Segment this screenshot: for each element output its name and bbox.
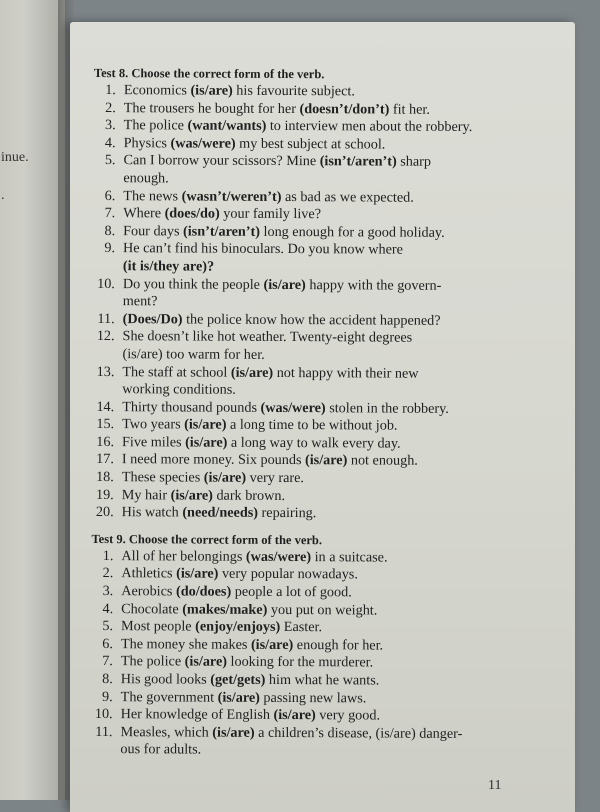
item-text: enough.: [123, 170, 169, 187]
item-number: 10.: [97, 275, 115, 292]
item-text: Four days: [123, 222, 184, 240]
item-continuation: [123, 293, 563, 313]
item-line: [121, 654, 561, 674]
item-line: [123, 205, 563, 225]
item-text: your family live?: [219, 205, 322, 223]
item-line: [122, 487, 562, 507]
item-text: working conditions.: [122, 381, 236, 398]
item-line: [123, 311, 563, 331]
item-options: (do/does): [175, 583, 232, 600]
item-options: (was/were): [260, 399, 326, 416]
item-line: [123, 276, 563, 296]
item-options: (doesn’t/don’t): [299, 100, 390, 118]
item-options: (is/are): [176, 565, 219, 583]
item-line: [124, 117, 564, 137]
item-line: [124, 82, 564, 102]
item-line: [121, 636, 561, 656]
item-number: 11.: [95, 723, 113, 740]
exercise-item: [92, 504, 562, 524]
item-continuation: [122, 346, 562, 366]
item-text: a long time to be without job.: [226, 416, 398, 434]
item-line: [124, 100, 564, 120]
item-text: ment?: [122, 293, 158, 310]
item-text: The police: [123, 117, 188, 134]
item-options: (is/are): [212, 724, 255, 741]
item-number: 6.: [102, 635, 114, 652]
item-line: [122, 504, 562, 524]
item-text: His good looks: [120, 671, 211, 688]
item-line: [123, 223, 563, 243]
left-page-fragment: .: [1, 188, 5, 203]
item-text: to interview men about the robbery.: [266, 118, 473, 136]
item-number: 2.: [105, 99, 116, 116]
item-text: very popular nowadays.: [218, 566, 358, 583]
item-text: Do you think the people: [122, 275, 264, 293]
item-line: [121, 548, 561, 568]
item-text: Measles, which: [120, 723, 213, 741]
item-number: 4.: [104, 134, 116, 151]
item-text: The police: [120, 653, 185, 670]
test-8-heading: Test 8. Choose the correct form of the verb.: [93, 65, 325, 82]
item-line: [121, 706, 561, 726]
exercise-item: [92, 328, 562, 366]
item-line: [121, 618, 561, 638]
item-number: 19.: [95, 486, 114, 503]
item-text: Her knowledge of English: [120, 706, 274, 724]
item-number: 17.: [96, 451, 114, 468]
item-text: These species: [121, 469, 204, 486]
item-text: fit her.: [389, 101, 430, 118]
item-text: a long way to walk every day.: [227, 434, 401, 452]
item-text: in a suitcase.: [311, 548, 388, 566]
item-number: 8.: [102, 671, 113, 688]
item-text: The money she makes: [120, 635, 252, 653]
item-line: [123, 153, 563, 173]
item-continuation: [120, 742, 560, 762]
item-line: [122, 416, 562, 436]
item-text: She doesn’t like hot weather. Twenty-eight degrees: [122, 328, 413, 346]
item-number: 7.: [104, 205, 116, 222]
page-number: 11: [488, 778, 502, 793]
item-options: (is/are): [184, 416, 227, 433]
item-line: [122, 452, 562, 472]
left-page-fragment: inue.: [1, 150, 29, 165]
item-options: (does/do): [164, 205, 220, 222]
item-text: enough for her.: [293, 636, 384, 654]
item-line: [122, 469, 562, 489]
item-options: (want/wants): [187, 117, 267, 135]
item-text: happy with the govern-: [305, 276, 442, 294]
item-options: (need/needs): [182, 504, 259, 522]
item-text: Aerobics: [121, 583, 177, 600]
item-options: (it is/they are)?: [122, 258, 215, 275]
item-options: (get/gets): [210, 671, 266, 688]
page-content: [90, 65, 564, 761]
item-line: [122, 399, 562, 419]
item-line: [123, 328, 563, 348]
item-text: passing new laws.: [259, 689, 367, 707]
item-text: I need more money. Six pounds: [121, 451, 306, 469]
item-number: 2.: [102, 565, 114, 582]
item-number: 1.: [102, 547, 114, 564]
exercise-item: [93, 240, 563, 278]
item-options: (was/were): [170, 135, 236, 152]
item-text: Five miles: [121, 434, 186, 451]
item-text: Where: [123, 205, 165, 222]
item-text: Economics: [123, 82, 191, 99]
item-text: sharp: [396, 153, 432, 171]
item-options: (is/are): [273, 707, 316, 724]
test-9-heading: Test 9. Choose the correct form of the verb.: [91, 531, 323, 548]
item-number: 10.: [94, 706, 113, 723]
item-number: 18.: [96, 469, 114, 486]
item-number: 14.: [96, 398, 115, 415]
item-line: [123, 240, 563, 260]
item-text: long enough for a good holiday.: [259, 223, 445, 241]
item-line: [121, 583, 561, 603]
item-text: The staff at school: [122, 363, 231, 381]
item-text: His watch: [121, 504, 183, 521]
item-text: Can I borrow your scissors? Mine: [123, 152, 320, 170]
item-line: [122, 434, 562, 454]
item-number: 20.: [95, 504, 114, 521]
item-continuation: [123, 258, 563, 278]
item-text: Chocolate: [121, 600, 183, 618]
test-8-list: [92, 82, 564, 524]
item-line: [122, 364, 562, 384]
item-text: him what he wants.: [265, 671, 380, 689]
item-text: dark brown.: [212, 487, 286, 504]
item-continuation: [123, 170, 563, 190]
item-options: (is/are): [190, 82, 233, 99]
item-options: (is/are): [250, 636, 294, 653]
item-text: repairing.: [257, 505, 317, 522]
item-options: (is/are): [217, 689, 260, 706]
item-number: 11.: [97, 310, 115, 327]
left-page-edge: [0, 0, 65, 800]
test-9-section: [90, 531, 561, 762]
item-number: 15.: [96, 416, 115, 433]
item-options: (is/are): [185, 434, 228, 451]
item-line: [121, 689, 561, 709]
item-text: you put on weight.: [267, 601, 378, 619]
item-number: 9.: [102, 688, 113, 705]
item-options: (enjoy/enjoys): [195, 618, 281, 636]
item-text: Easter.: [280, 619, 323, 636]
item-text: My hair: [121, 486, 171, 504]
item-number: 12.: [96, 328, 115, 345]
item-text: The trousers he bought for her: [123, 99, 300, 117]
item-number: 16.: [96, 433, 115, 450]
item-text: The news: [123, 187, 182, 205]
item-text: looking for the murderer.: [226, 654, 374, 671]
item-text: Physics: [123, 134, 171, 152]
item-options: (makes/make): [182, 601, 268, 618]
item-options: (is/are): [263, 276, 306, 293]
item-text: He can’t find his binoculars. Do you know where: [122, 240, 403, 258]
item-text: ous for adults.: [120, 741, 202, 758]
item-number: 9.: [104, 240, 116, 257]
item-text: as bad as we expected.: [281, 188, 414, 206]
item-options: (Does/Do): [122, 310, 183, 328]
item-text: All of her belongings: [121, 547, 246, 565]
item-line: [121, 601, 561, 621]
item-number: 1.: [105, 82, 116, 99]
item-text: a children’s disease, (is/are) danger-: [254, 724, 463, 742]
book-page: [70, 22, 575, 812]
item-text: not happy with their new: [273, 364, 419, 382]
item-number: 3.: [102, 583, 114, 600]
item-text: The government: [120, 688, 218, 706]
item-continuation: [122, 381, 562, 401]
item-line: [121, 671, 561, 691]
item-text: not enough.: [347, 452, 418, 470]
item-text: Most people: [121, 618, 196, 635]
item-line: [124, 135, 564, 155]
item-line: [123, 188, 563, 208]
item-options: (is/are): [203, 469, 247, 486]
exercise-item: [93, 276, 563, 314]
item-text: (is/are) too warm for her.: [122, 346, 265, 363]
item-options: (is/are): [230, 364, 274, 381]
item-text: stolen in the robbery.: [325, 399, 449, 417]
item-options: (wasn’t/weren’t): [181, 188, 282, 205]
item-number: 4.: [102, 600, 114, 617]
item-options: (is/are): [304, 452, 348, 469]
item-text: Thirty thousand pounds: [122, 398, 261, 416]
item-number: 5.: [104, 152, 116, 169]
item-number: 13.: [96, 363, 115, 380]
item-text: Two years: [122, 416, 185, 433]
item-text: very rare.: [246, 469, 305, 487]
item-line: [120, 724, 560, 744]
item-text: very good.: [315, 707, 381, 724]
item-options: (is/are): [184, 653, 228, 671]
item-options: (isn’t/aren’t): [182, 223, 261, 240]
item-text: my best subject at school.: [235, 135, 386, 153]
item-text: Athletics: [121, 565, 177, 582]
item-text: his favourite subject.: [232, 82, 355, 100]
item-number: 7.: [102, 653, 113, 670]
exercise-item: [90, 724, 560, 762]
item-text: the police know how the accident happened?: [182, 311, 441, 329]
item-options: (isn’t/aren’t): [319, 153, 397, 170]
test-9-list: [90, 548, 561, 762]
item-options: (was/were): [245, 548, 312, 565]
item-text: people a lot of good.: [231, 583, 352, 601]
item-number: 8.: [104, 222, 116, 239]
item-number: 5.: [102, 618, 114, 635]
exercise-item: [93, 152, 563, 190]
item-number: 6.: [104, 187, 116, 204]
item-number: 3.: [105, 117, 116, 134]
item-options: (is/are): [170, 487, 213, 504]
exercise-item: [92, 363, 562, 401]
item-line: [121, 566, 561, 586]
test-8-section: [92, 65, 564, 524]
